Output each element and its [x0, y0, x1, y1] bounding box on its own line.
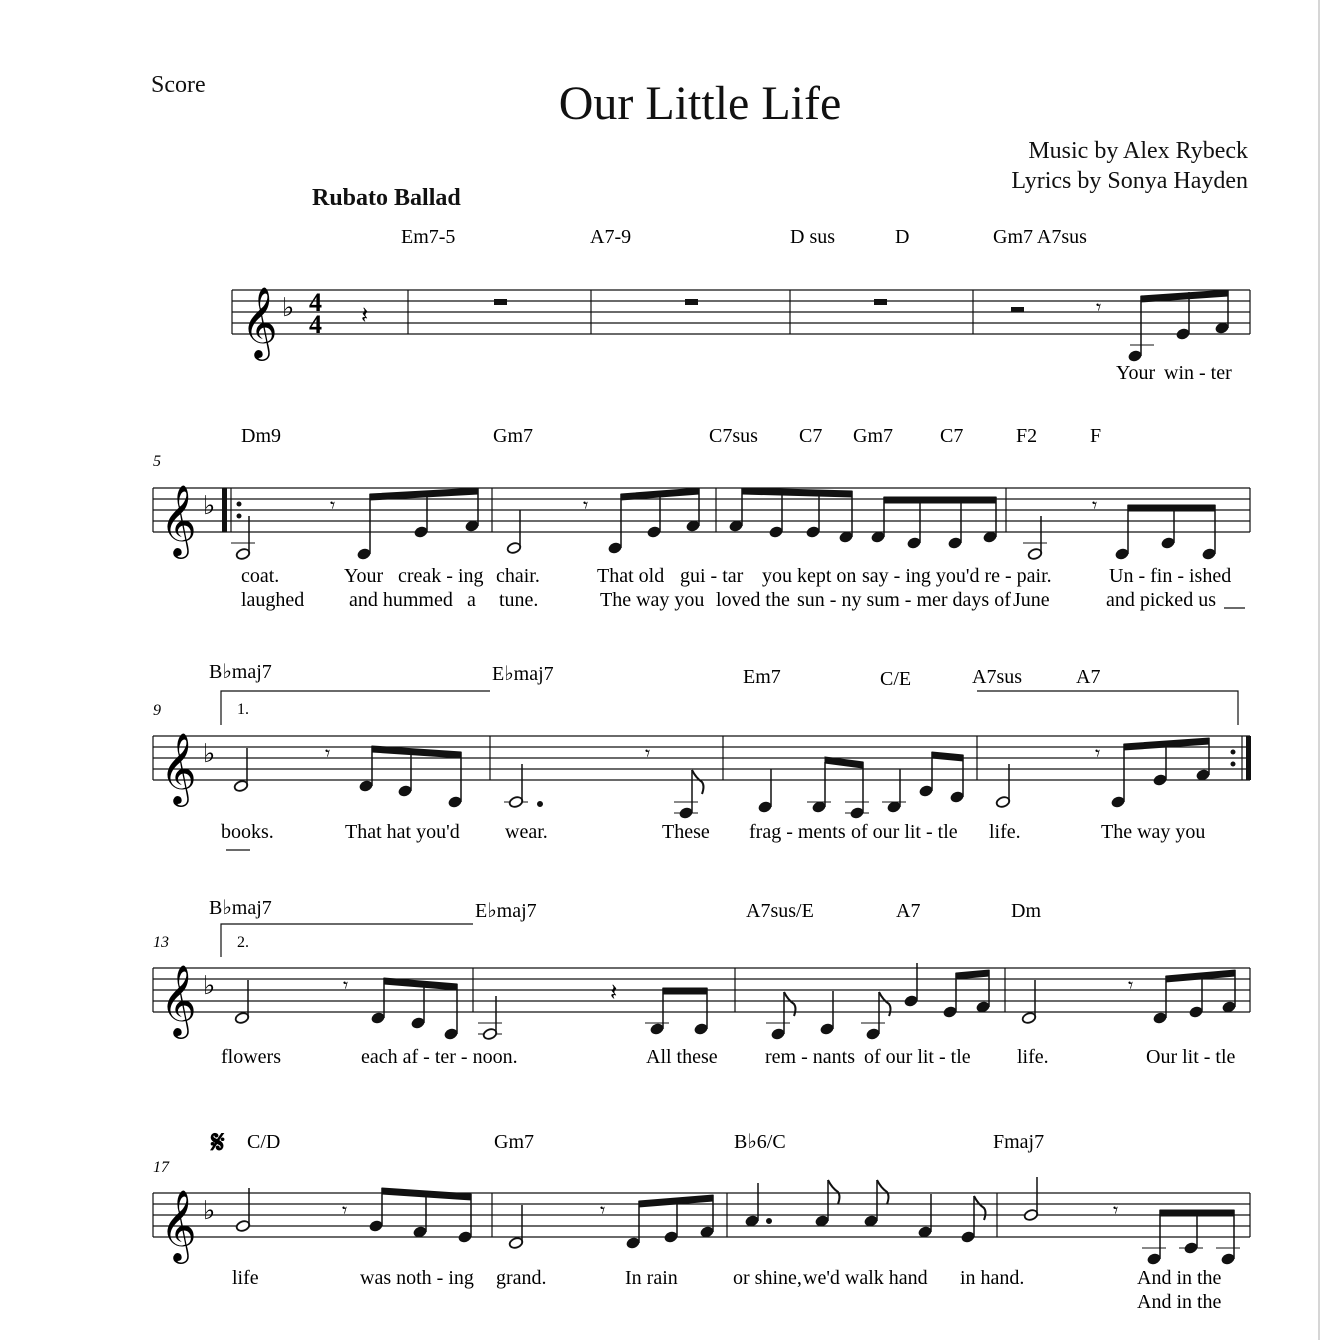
lyric-syllable: of our lit - tle: [864, 1046, 971, 1068]
chord-symbol: Gm7 A7sus: [993, 226, 1087, 248]
lyric-syllable: life.: [1017, 1046, 1049, 1068]
repeat-dot: [237, 502, 242, 507]
chord-symbol: Dm9: [241, 425, 281, 447]
eighth-rest-icon: 𝄾: [330, 495, 336, 517]
lyric-syllable: in hand.: [960, 1267, 1025, 1289]
treble-clef-icon: 𝄞: [160, 1192, 197, 1260]
lyric-syllable: That old: [597, 565, 665, 587]
measure-number: 17: [153, 1159, 169, 1176]
flat-key-icon: ♭: [203, 491, 216, 520]
lyric-syllable: In rain: [625, 1267, 678, 1289]
lyric-line: [221, 821, 1205, 850]
chord-symbol: Dm: [1011, 900, 1041, 922]
chord-symbol: C/D: [247, 1131, 281, 1153]
ending-number: 2.: [237, 934, 249, 951]
segno-icon: 𝄋: [211, 1124, 225, 1160]
chord-symbol: E♭maj7: [475, 900, 537, 922]
lyric-syllable: And in the: [1137, 1291, 1222, 1313]
treble-clef-icon: 𝄞: [241, 289, 278, 357]
lyric-syllable: books.: [221, 821, 274, 843]
eighth-rest-icon: 𝄾: [645, 743, 651, 765]
lyric-syllable: flowers: [221, 1046, 281, 1068]
chord-symbol: D sus: [790, 226, 836, 248]
repeat-start-barline: [222, 488, 227, 532]
chord-row: [209, 661, 1100, 690]
lyric-syllable: loved the: [716, 589, 790, 611]
whole-rest-icon: [494, 299, 507, 305]
lyric-syllable: of our lit - tle: [851, 821, 958, 843]
lyric-syllable: we'd walk hand: [803, 1267, 928, 1289]
measure-number: 5: [153, 453, 161, 470]
lyric-syllable: And in the: [1137, 1267, 1222, 1289]
lyric-line: [241, 589, 1245, 611]
repeat-end-barline: [1246, 736, 1251, 780]
treble-clef-icon: 𝄞: [160, 967, 197, 1035]
ending-number: 1.: [237, 701, 249, 718]
lyric-syllable: That hat you'd: [345, 821, 460, 843]
lyric-syllable: a: [467, 589, 476, 611]
lyric-syllable: and hummed: [349, 589, 453, 611]
flat-key-icon: ♭: [203, 971, 216, 1000]
lyric-syllable: frag - ments: [749, 821, 846, 843]
repeat-dot: [237, 514, 242, 519]
chord-row: [401, 226, 1087, 248]
chord-symbol: A7sus: [972, 666, 1023, 688]
chord-symbol: A7-9: [590, 226, 632, 248]
lyric-syllable: wear.: [505, 821, 548, 843]
chord-symbol: A7: [1076, 666, 1101, 688]
lyric-syllable: and picked us: [1106, 589, 1216, 611]
lyric-syllable: The way you: [600, 589, 705, 611]
tempo-marking: Rubato Ballad: [312, 185, 461, 211]
time-signature-top: 4: [309, 288, 322, 317]
lyric-syllable: was noth - ing: [360, 1267, 474, 1289]
lyric-line: [1116, 362, 1232, 384]
repeat-dot: [1231, 750, 1236, 755]
flat-key-icon: ♭: [203, 1196, 216, 1225]
chord-symbol: Gm7: [493, 425, 533, 447]
lyric-syllable: laughed: [241, 589, 305, 611]
eighth-rest-icon: 𝄾: [325, 743, 331, 765]
treble-clef-icon: 𝄞: [160, 735, 197, 803]
lyric-syllable: life.: [989, 821, 1021, 843]
quarter-rest-icon: 𝄽: [361, 303, 369, 329]
lyric-syllable: rem - nants: [765, 1046, 855, 1068]
lyric-syllable: you kept on: [762, 565, 857, 587]
lyric-syllable: Our lit - tle: [1146, 1046, 1236, 1068]
staff-system-2: [153, 488, 1250, 532]
chord-symbol: Gm7: [853, 425, 893, 447]
eighth-rest-icon: 𝄾: [342, 1200, 348, 1222]
chord-symbol: B♭6/C: [734, 1131, 786, 1153]
lyrics-credit: Lyrics by Sonya Hayden: [1011, 168, 1248, 194]
lyric-syllable: creak - ing: [398, 565, 484, 587]
lyric-syllable: Your: [344, 565, 384, 587]
chord-row: [247, 1131, 1044, 1153]
lyric-syllable: Un - fin - ished: [1109, 565, 1232, 587]
music-credit: Music by Alex Rybeck: [1028, 138, 1248, 164]
lyric-syllable: The way you: [1101, 821, 1206, 843]
chord-symbol: C7sus: [709, 425, 758, 447]
eighth-rest-icon: 𝄾: [583, 495, 589, 517]
eighth-rest-icon: 𝄾: [600, 1200, 606, 1222]
lyric-syllable: tune.: [499, 589, 539, 611]
lyric-syllable: June: [1013, 589, 1050, 611]
lyric-syllable: win - ter: [1164, 362, 1232, 384]
page-edge: [1318, 0, 1320, 1340]
eighth-rest-icon: 𝄾: [1113, 1200, 1119, 1222]
chord-symbol: D: [895, 226, 910, 248]
chord-symbol: A7: [896, 900, 921, 922]
repeat-dot: [1231, 762, 1236, 767]
chord-symbol: C7: [799, 425, 823, 447]
lyric-syllable: say - ing you'd re - pair.: [862, 565, 1052, 587]
chord-symbol: Em7: [743, 666, 781, 688]
lyric-syllable: or shine,: [733, 1267, 802, 1289]
treble-clef-icon: 𝄞: [160, 487, 197, 555]
eighth-rest-icon: 𝄾: [343, 975, 349, 997]
chord-symbol: F2: [1016, 425, 1038, 447]
whole-rest-icon: [685, 299, 698, 305]
chord-symbol: B♭maj7: [209, 661, 272, 683]
eighth-rest-icon: 𝄾: [1095, 743, 1101, 765]
lyric-line: [241, 565, 1231, 587]
lyric-syllable: chair.: [496, 565, 540, 587]
note-group: [235, 1177, 1240, 1265]
chord-symbol: B♭maj7: [209, 897, 272, 919]
chord-row: [241, 425, 1101, 447]
eighth-rest-icon: 𝄾: [1096, 297, 1102, 319]
song-title: Our Little Life: [558, 77, 842, 130]
eighth-rest-icon: 𝄾: [1128, 975, 1134, 997]
lyric-syllable: coat.: [241, 565, 280, 587]
time-signature-bottom: 4: [309, 310, 322, 339]
lyric-syllable: life: [232, 1267, 259, 1289]
note-group: [233, 738, 1210, 819]
chord-symbol: E♭maj7: [492, 663, 554, 685]
lyric-syllable: sun - ny sum - mer days of: [797, 589, 1011, 611]
chord-symbol: C/E: [880, 668, 912, 690]
chord-symbol: A7sus/E: [746, 900, 814, 922]
quarter-rest-icon: 𝄽: [610, 980, 618, 1006]
lyric-line: [232, 1267, 1222, 1289]
chord-row: [209, 897, 1041, 922]
chord-symbol: Gm7: [494, 1131, 534, 1153]
measure-number: 9: [153, 702, 161, 719]
second-ending-bracket: [221, 924, 473, 957]
lyric-line: [1137, 1291, 1222, 1313]
chord-symbol: C7: [940, 425, 964, 447]
measure-number: 13: [153, 934, 169, 951]
flat-key-icon: ♭: [203, 739, 216, 768]
first-ending-bracket: [221, 691, 1238, 725]
chord-symbol: Fmaj7: [993, 1131, 1045, 1153]
chord-symbol: F: [1090, 425, 1102, 447]
whole-rest-icon: [874, 299, 887, 305]
half-rest-icon: [1011, 307, 1024, 312]
lyric-syllable: each af - ter - noon.: [361, 1046, 518, 1068]
lyric-syllable: These: [662, 821, 710, 843]
lyric-syllable: gui - tar: [680, 565, 744, 587]
flat-key-icon: ♭: [282, 293, 295, 322]
lyric-syllable: All these: [646, 1046, 718, 1068]
staff-system-3: [153, 736, 1250, 780]
lyric-syllable: grand.: [496, 1267, 547, 1289]
lyric-line: [221, 1046, 1236, 1068]
lyric-syllable: Your: [1116, 362, 1156, 384]
eighth-rest-icon: 𝄾: [1092, 495, 1098, 517]
score-label: Score: [151, 72, 206, 98]
chord-symbol: Em7-5: [401, 226, 456, 248]
